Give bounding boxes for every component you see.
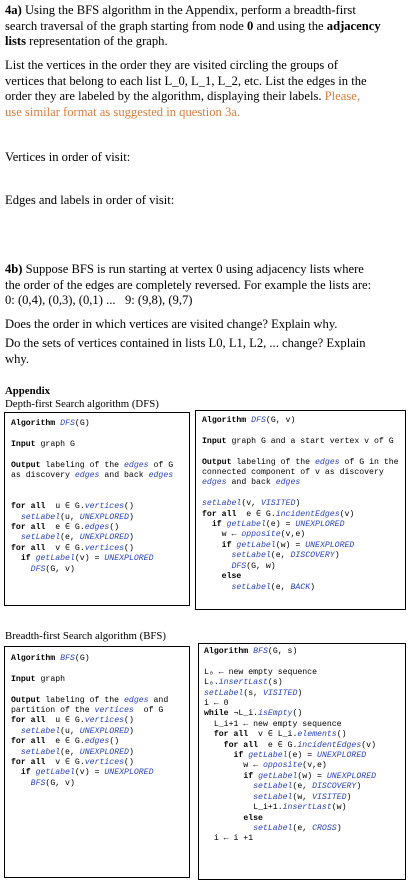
- edges-label: Edges and labels in order of visit:: [5, 193, 175, 207]
- bfs-right-code-line: L₀ ← new empty sequence: [204, 667, 318, 677]
- dfs-left-code-line: [11, 450, 173, 460]
- bfs-right-code-line: L_i+1 ← new empty sequence: [204, 719, 342, 729]
- bfs-left-box: [4, 646, 190, 878]
- q4b-paragraph: [5, 262, 417, 309]
- bfs-left-code-line: partition of the vertices of G: [11, 706, 164, 716]
- q4b-text-2: the order of the edges are completely reversed. For example the lists are:: [5, 277, 372, 292]
- dfs-right-code-line: setLabel(v, VISITED): [202, 499, 301, 509]
- dfs-left-code-line: for all u ∈ G.vertices(): [11, 502, 134, 512]
- q4a-instr-line-3a: order they are labeled by the algorithm, displaying their labels.: [5, 89, 325, 104]
- q4a-text-1: Using the BFS algorithm in the Appendix, perform a breadth-first: [24, 3, 356, 17]
- bfs-left-code-line: for all u ∈ G.vertices(): [11, 716, 134, 726]
- dfs-left-code-line: setLabel(e, UNEXPLORED): [20, 533, 134, 543]
- q4b-text-1: Suppose BFS is run starting at vertex 0 using adjacency lists where: [25, 262, 364, 276]
- dfs-left-code-line: DFS(G, v): [30, 564, 75, 574]
- dfs-right-code-line: else: [221, 572, 242, 582]
- dfs-right-code-line: w ← opposite(v,e): [202, 530, 306, 540]
- dfs-left-code-line: Input graph G: [11, 439, 75, 449]
- q4b-example-lists: 0: (0,4), (0,3), (0,1) ... 9: (9,8), (9,7): [5, 293, 193, 308]
- bfs-left-code-line: Algorithm BFS(G): [11, 654, 90, 663]
- dfs-right-code-line: Output labeling of the edges of G in the: [202, 457, 399, 467]
- dfs-right-code-line: [202, 447, 399, 457]
- bfs-right-code-line: if getLabel(w) = UNEXPLORED: [243, 771, 376, 781]
- q4a-line-3: [5, 34, 417, 50]
- bfs-right-code-line: while ¬L_i.isEmpty(): [204, 709, 303, 719]
- q4a-instr-line-2: vertices that belong to each list L_0, L_1, L_2, etc. List the edges in the: [5, 73, 367, 88]
- bfs-left-code-line: for all v ∈ G.vertices(): [11, 758, 134, 768]
- bfs-right-code-line: L₀.insertLast(s): [204, 678, 283, 688]
- q4a-instructions: [5, 58, 417, 120]
- dfs-right-code-line: [202, 426, 399, 436]
- bfs-right-code: [204, 647, 376, 845]
- dfs-right-code-line: for all e ∈ G.incidentEdges(v): [202, 509, 355, 519]
- dfs-right-code-line: [202, 489, 399, 499]
- bfs-right-code-line: setLabel(w, VISITED): [253, 792, 352, 802]
- dfs-right-box: [195, 410, 406, 610]
- bfs-right-code-line: w ← opposite(v,e): [204, 761, 327, 771]
- dfs-right-code-line: Algorithm DFS(G, v): [202, 416, 296, 425]
- bfs-left-code-line: [11, 685, 168, 695]
- q4a-label: 4a): [5, 3, 22, 17]
- q4b-question-1: Does the order in which vertices are visited change? Explain why.: [5, 317, 338, 331]
- q4b-question-2: [5, 336, 417, 367]
- vertices-label: Vertices in order of visit:: [5, 150, 131, 164]
- q4a-paragraph: [5, 3, 417, 50]
- bfs-left-code-line: [11, 664, 168, 674]
- q4a-instr-line-3: [5, 89, 417, 105]
- bfs-left-code-line: setLabel(u, UNEXPLORED): [20, 726, 134, 736]
- dfs-left-code-line: if getLabel(v) = UNEXPLORED: [20, 554, 154, 564]
- bfs-right-code-line: for all e ∈ G.incidentEdges(v): [223, 740, 377, 750]
- dfs-right-code: [202, 416, 399, 593]
- bfs-right-code-line: else: [243, 813, 263, 823]
- q4b-line-1: [5, 262, 417, 278]
- dfs-right-code-line: if getLabel(e) = UNEXPLORED: [211, 520, 345, 530]
- q4a-text-2a: search traversal of the graph starting from node: [5, 18, 247, 33]
- bfs-right-code-line: for all v ∈ L_i.elements(): [213, 730, 347, 740]
- q4a-instr-line-1: List the vertices in the order they are visited circling the groups of: [5, 58, 338, 72]
- bfs-right-code-line: if getLabel(e) = UNEXPLORED: [233, 751, 367, 761]
- bfs-left-code-line: setLabel(e, UNEXPLORED): [20, 747, 134, 757]
- q4a-please: Please,: [324, 89, 360, 104]
- bfs-right-code-line: setLabel(s, VISITED): [204, 688, 303, 698]
- bfs-right-box: [198, 643, 406, 880]
- bfs-left-code-line: Input graph: [11, 674, 66, 684]
- dfs-left-code-line: for all e ∈ G.edges(): [11, 523, 120, 533]
- bfs-right-code-line: i ← 0: [204, 699, 229, 709]
- appendix-title: Appendix: [5, 385, 51, 397]
- dfs-left-code-line: for all v ∈ G.vertices(): [11, 543, 134, 553]
- dfs-left-code-line: Output labeling of the edges of G: [11, 460, 174, 470]
- dfs-left-box: [4, 412, 190, 606]
- bfs-right-code-line: i ← i +1: [204, 834, 254, 844]
- bfs-left-code: [11, 654, 168, 789]
- dfs-left-code-line: as discovery edges and back edges: [11, 471, 174, 481]
- dfs-left-code-line: [11, 481, 173, 491]
- dfs-right-code-line: connected component of v as discovery: [202, 468, 384, 478]
- dfs-left-code-line: [11, 492, 173, 502]
- q4a-format-hint: use similar format as suggested in question 3a.: [5, 104, 241, 119]
- q4a-node-zero: 0: [247, 18, 254, 33]
- q4b-question-2-line-1: Do the sets of vertices contained in lists L0, L1, L2, ... change? Explain: [5, 336, 366, 350]
- dfs-left-code: [11, 419, 173, 575]
- dfs-right-code-line: setLabel(e, DISCOVERY): [231, 551, 340, 561]
- dfs-right-code-line: if getLabel(w) = UNEXPLORED: [221, 540, 355, 550]
- q4a-text-3b: representation of the graph.: [26, 34, 168, 49]
- bfs-right-code-line: Algorithm BFS(G, s): [204, 647, 298, 656]
- dfs-left-code-line: setLabel(u, UNEXPLORED): [20, 512, 134, 522]
- bfs-left-code-line: if getLabel(v) = UNEXPLORED: [20, 768, 154, 778]
- dfs-left-code-line: Algorithm DFS(G): [11, 419, 90, 428]
- q4a-adjacency: adjacency: [326, 18, 381, 33]
- bfs-right-code-line: setLabel(e, CROSS): [253, 823, 342, 833]
- bfs-left-code-line: for all e ∈ G.edges(): [11, 737, 120, 747]
- bfs-left-code-line: Output labeling of the edges and: [11, 695, 169, 705]
- dfs-right-code-line: edges and back edges: [202, 478, 301, 488]
- dfs-right-code-line: Input graph G and a start vertex v of G: [202, 436, 394, 446]
- dfs-left-code-line: [11, 429, 173, 439]
- bfs-right-code-line: L_i+1.insertLast(w): [204, 803, 347, 813]
- dfs-right-code-line: DFS(G, w): [231, 561, 276, 571]
- q4a-text-2c: and using the: [253, 18, 327, 33]
- q4a-lists: lists: [5, 34, 26, 49]
- dfs-right-code-line: setLabel(e, BACK): [231, 582, 316, 592]
- q4b-label: 4b): [5, 262, 23, 276]
- q4a-line-2: [5, 19, 417, 35]
- bfs-title: Breadth-first Search algorithm (BFS): [5, 630, 167, 642]
- bfs-right-code-line: setLabel(e, DISCOVERY): [253, 782, 362, 792]
- q4a-line-1: [5, 3, 417, 19]
- bfs-left-code-line: BFS(G, v): [30, 778, 75, 788]
- q4b-question-2-line-2: why.: [5, 351, 30, 366]
- bfs-right-code-line: [204, 657, 376, 667]
- dfs-title: Depth-first Search algorithm (DFS): [5, 398, 159, 410]
